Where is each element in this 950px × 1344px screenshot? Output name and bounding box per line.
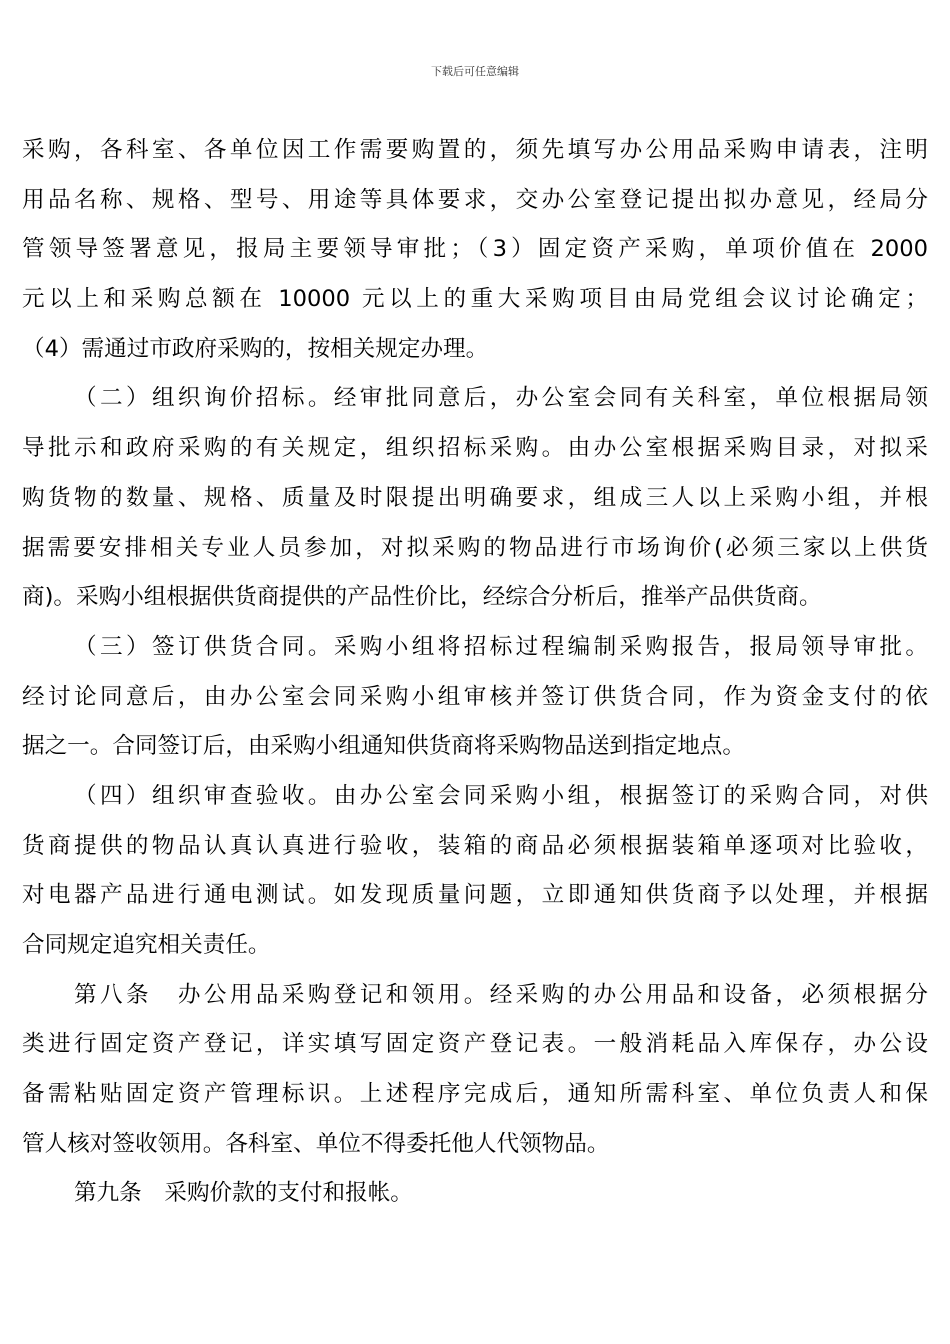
text-line: 对电器产品进行通电测试。如发现质量问题，立即通知供货商予以处理，并根据 [22,882,928,909]
text-line: 据需要安排相关专业人员参加，对拟采购的物品进行市场询价(必须三家以上供货 [22,534,928,561]
text-line: 合同规定追究相关责任。 [22,932,271,958]
text-line: 导批示和政府采购的有关规定，组织招标采购。由办公室根据采购目录，对拟采 [22,435,928,462]
text-line: 管人核对签收领用。各科室、单位不得委托他人代领物品。 [22,1130,610,1157]
text-line: （三）签订供货合同。采购小组将招标过程编制采购报告，报局领导审批。 [74,633,928,660]
text-line: 购货物的数量、规格、质量及时限提出明确要求，组成三人以上采购小组，并根 [22,484,928,511]
text-line: 管领导签署意见，报局主要领导审批；（3）固定资产采购，单项价值在 2000 [22,236,928,263]
text-line: 据之一。合同签订后，由采购小组通知供货商将采购物品送到指定地点。 [22,733,745,760]
text-line: 商)。采购小组根据供货商提供的产品性价比，经综合分析后，推举产品供货商。 [22,584,822,611]
text-line: （4）需通过市政府采购的，按相关规定办理。 [22,335,489,362]
document-body [22,126,928,1219]
text-line: 用品名称、规格、型号、用途等具体要求，交办公室登记提出拟办意见，经局分 [22,186,928,213]
text-line: 采购，各科室、各单位因工作需要购置的，须先填写办公用品采购申请表，注明 [22,137,928,163]
text-line: 经讨论同意后，由办公室会同采购小组审核并签订供货合同，作为资金支付的依 [22,683,928,710]
text-line: 第九条 采购价款的支付和报帐。 [74,1180,413,1207]
text-line: 元以上和采购总额在 10000 元以上的重大采购项目由局党组会议讨论确定； [22,286,928,313]
text-line: （四）组织审查验收。由办公室会同采购小组，根据签订的采购合同，对供 [74,782,928,809]
page-header-note: 下载后可任意编辑 [431,65,519,78]
text-line: 货商提供的物品认真认真进行验收，装箱的商品必须根据装箱单逐项对比验收， [22,832,928,859]
text-line: （二）组织询价招标。经审批同意后，办公室会同有关科室，单位根据局领 [74,385,928,412]
text-line: 类进行固定资产登记，详实填写固定资产登记表。一般消耗品入库保存，办公设 [22,1031,928,1058]
text-line: 备需粘贴固定资产管理标识。上述程序完成后，通知所需科室、单位负责人和保 [22,1081,928,1108]
text-line: 第八条 办公用品采购登记和领用。经采购的办公用品和设备，必须根据分 [74,981,928,1008]
